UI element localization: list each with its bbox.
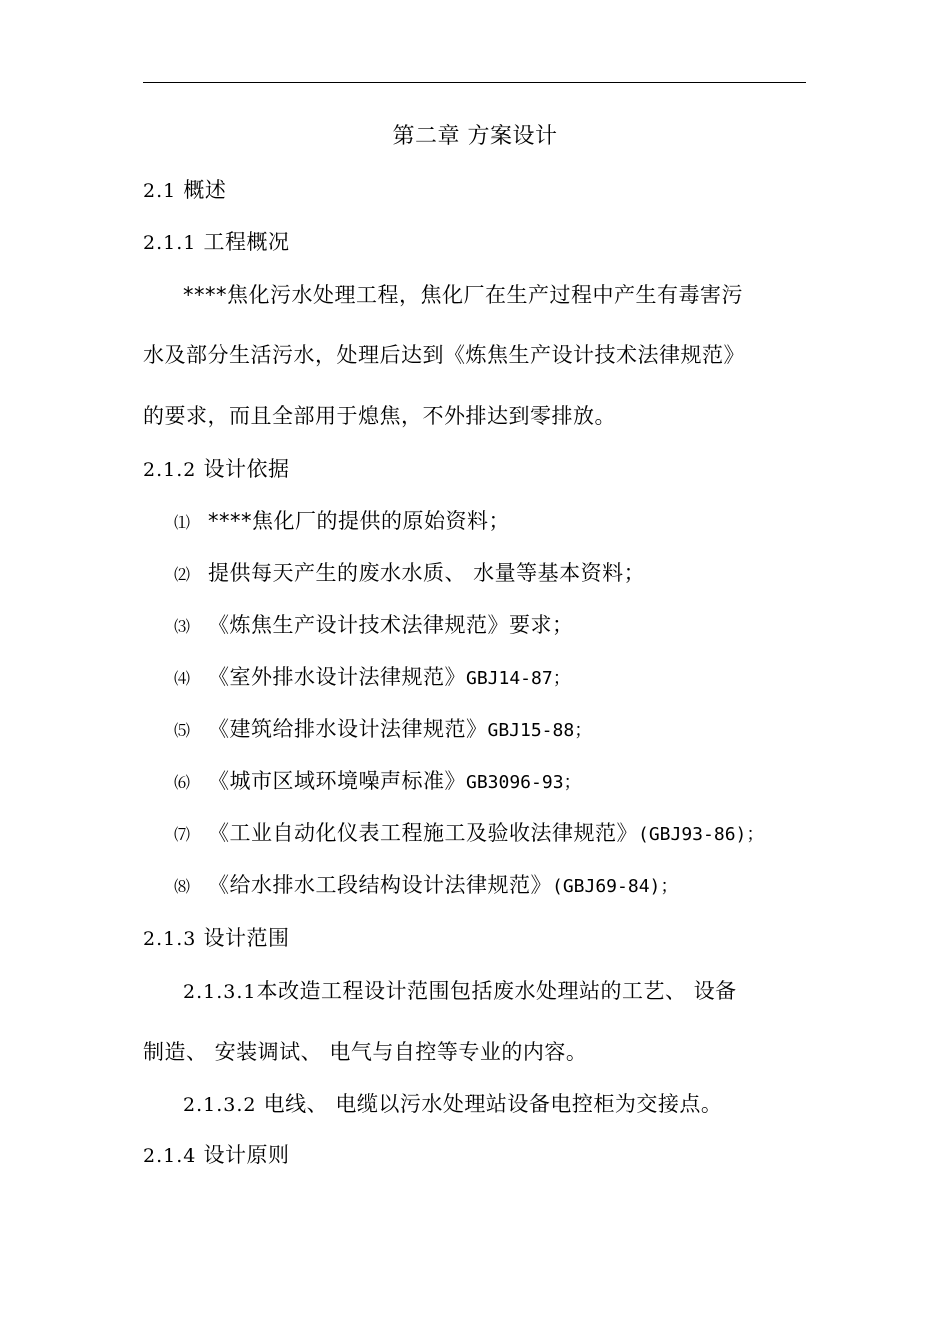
section-number: 2.1.4 [143,1145,197,1167]
section-title: 设计原则 [203,1143,290,1167]
basis-item-1 [174,508,510,536]
item-text: 《炼焦生产设计技术法律规范》要求； [208,613,574,637]
scope-paragraph-1-line-1 [183,978,737,1005]
subsection-number: 2.1.3.1 [183,981,257,1003]
basis-item-2 [174,560,645,588]
basis-item-6 [174,768,582,796]
item-marker: ⑵ [174,565,191,584]
section-heading-2-1-1 [143,229,290,256]
overview-line-3: 的要求，而且全部用于熄焦，不外排达到零排放。 [143,404,616,428]
section-title: 设计依据 [203,457,290,481]
scope-text: 电线、 电缆以污水处理站设备电控柜为交接点。 [263,1092,723,1116]
section-heading-2-1-4 [143,1142,290,1169]
item-marker: ⑴ [174,513,191,532]
item-text: ****焦化厂的提供的原始资料； [208,509,510,533]
item-text: 《室外排水设计法律规范》 [208,665,466,689]
section-number: 2.1.3 [143,928,197,950]
section-heading-2-1-2 [143,456,290,483]
item-marker: ⑸ [174,721,191,740]
basis-item-4 [174,664,571,692]
item-code: (GBJ69-84)； [552,876,679,897]
section-number: 2.1.2 [143,459,197,481]
item-text: 《城市区域环境噪声标准》 [208,769,466,793]
item-code: (GBJ93-86)； [638,824,765,845]
chapter-title: 第二章 方案设计 [392,124,558,149]
item-code: GBJ14-87； [466,668,571,689]
overview-line-1: ****焦化污水处理工程，焦化厂在生产过程中产生有毒害污 [183,283,743,307]
section-title: 设计范围 [203,926,290,950]
basis-item-5 [174,716,592,744]
item-marker: ⑺ [174,825,191,844]
item-marker: ⑷ [174,669,191,688]
item-marker: ⑶ [174,617,191,636]
item-text: 提供每天产生的废水水质、 水量等基本资料； [208,561,646,585]
item-code: GB3096-93； [466,772,582,793]
header-rule [143,82,806,83]
section-heading-2-1 [143,177,226,204]
item-marker: ⑻ [174,877,191,896]
scope-paragraph-1-line-2: 制造、 安装调试、 电气与自控等专业的内容。 [143,1040,588,1064]
basis-item-3 [174,612,574,640]
basis-item-8 [174,872,678,900]
scope-paragraph-2 [183,1091,722,1118]
item-text: 《建筑给排水设计法律规范》 [208,717,488,741]
section-heading-2-1-3 [143,925,290,952]
item-text: 《给水排水工段结构设计法律规范》 [208,873,552,897]
item-code: GBJ15-88； [487,720,593,741]
item-marker: ⑹ [174,773,191,792]
item-text: 《工业自动化仪表工程施工及验收法律规范》 [208,821,638,845]
basis-item-7 [174,820,764,848]
overview-line-2: 水及部分生活污水，处理后达到《炼焦生产设计技术法律规范》 [143,343,745,367]
scope-text: 本改造工程设计范围包括废水处理站的工艺、 设备 [256,979,737,1003]
section-number: 2.1.1 [143,232,197,254]
subsection-number: 2.1.3.2 [183,1094,257,1116]
section-title: 概述 [183,178,227,202]
section-title: 工程概况 [203,230,290,254]
section-number: 2.1 [143,180,177,202]
